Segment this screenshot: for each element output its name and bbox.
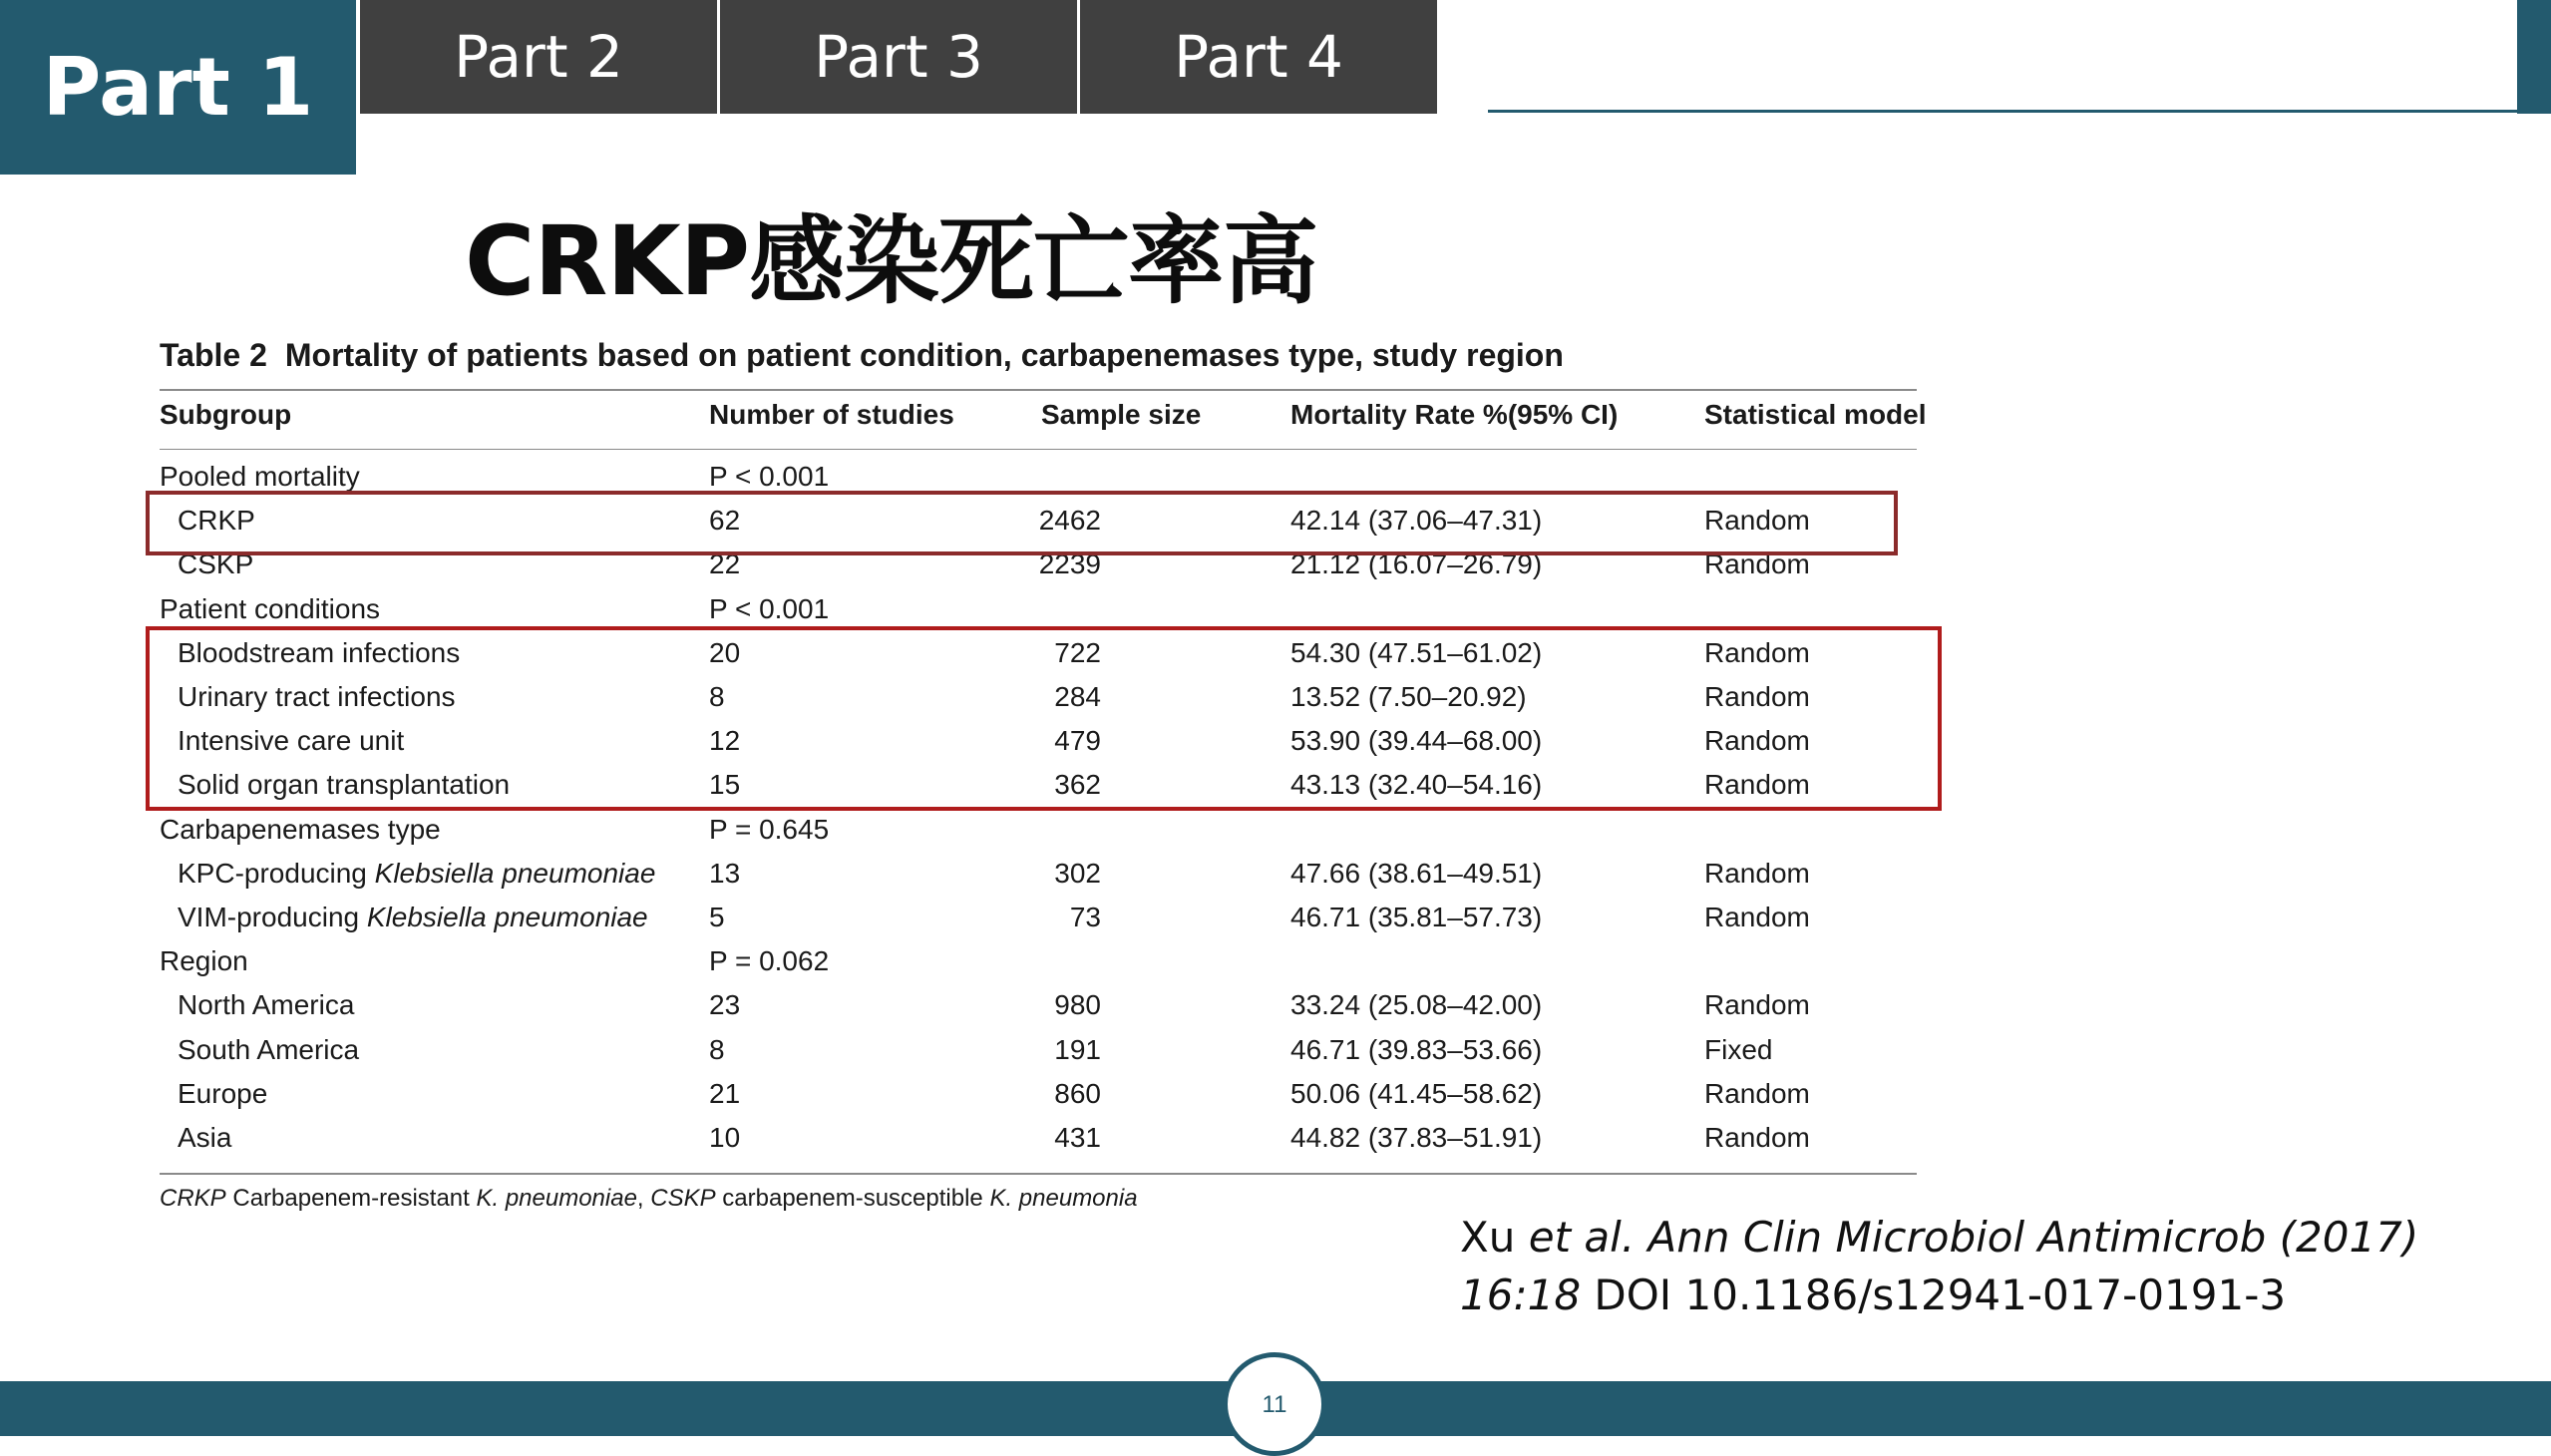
table-footnote <box>160 1185 1138 1213</box>
cell-mortality-rate: 21.12 (16.07–26.79) <box>1290 548 1543 580</box>
cell-statistical-model: Random <box>1704 505 1810 537</box>
cell-subgroup <box>160 461 360 493</box>
cell-statistical-model: Random <box>1704 681 1810 712</box>
subgroup-label: Intensive care unit <box>178 725 405 757</box>
citation-etal: et al. <box>1528 1213 1636 1262</box>
tab-part-4[interactable]: Part 4 <box>1080 0 1437 114</box>
footnote-species-1: K. pneumoniae <box>476 1185 637 1212</box>
cell-statistical-model: Random <box>1704 636 1810 668</box>
subgroup-label: KPC-producing <box>178 857 375 889</box>
cell-number-of-studies: 62 <box>709 505 741 537</box>
table-caption-text: Mortality of patients based on patient condition, carbapenemases type, study region <box>284 337 1564 373</box>
table-row <box>0 902 2551 945</box>
tab-part-2[interactable]: Part 2 <box>360 0 717 114</box>
cell-mortality-rate: 46.71 (39.83–53.66) <box>1290 1033 1543 1065</box>
header-mortality-rate: Mortality Rate %(95% CI) <box>1290 399 1619 430</box>
subgroup-label: VIM-producing <box>178 902 367 932</box>
cell-sample-size: 73 <box>1069 902 1101 932</box>
highlight-box-crkp <box>146 491 1898 555</box>
cell-mortality-rate: 46.71 (35.81–57.73) <box>1290 902 1543 932</box>
table-row <box>0 1034 2551 1078</box>
cell-mortality-rate: 33.24 (25.08–42.00) <box>1290 989 1543 1021</box>
cell-statistical-model: Random <box>1704 548 1810 580</box>
cell-number-of-studies: 15 <box>709 769 741 801</box>
cell-sample-size: 302 <box>1054 857 1101 889</box>
cell-statistical-model: Random <box>1704 989 1810 1021</box>
cell-mortality-rate: 42.14 (37.06–47.31) <box>1290 505 1543 537</box>
citation-volume: 16:18 <box>1460 1271 1582 1319</box>
cell-sample-size: 2462 <box>1038 505 1101 537</box>
table-bottom-rule <box>160 1173 1917 1175</box>
citation <box>1460 1209 2418 1324</box>
subgroup-label: CSKP <box>178 548 254 580</box>
cell-mortality-rate: 13.52 (7.50–20.92) <box>1290 681 1527 712</box>
footnote-species-2: K. pneumonia <box>989 1185 1138 1212</box>
cell-number-of-studies: 12 <box>709 725 741 757</box>
table-header-rule <box>160 449 1917 450</box>
cell-sample-size: 284 <box>1054 681 1101 712</box>
cell-subgroup <box>178 858 655 890</box>
cell-number-of-studies: P = 0.645 <box>709 813 830 845</box>
tab-part-1[interactable]: Part 1 <box>0 0 356 175</box>
cell-statistical-model: Fixed <box>1704 1033 1773 1065</box>
cell-subgroup <box>160 945 248 977</box>
citation-author: Xu <box>1460 1213 1529 1262</box>
footnote-abbr-cskp: CSKP <box>650 1185 716 1212</box>
cell-mortality-rate: 50.06 (41.45–58.62) <box>1290 1077 1543 1109</box>
cell-sample-size: 722 <box>1054 636 1101 668</box>
subgroup-label: Carbapenemases type <box>160 813 441 845</box>
cell-subgroup <box>178 989 354 1021</box>
cell-number-of-studies: 5 <box>709 902 725 932</box>
cell-sample-size: 860 <box>1054 1077 1101 1109</box>
subgroup-label: CRKP <box>178 505 255 537</box>
footnote-def-crkp: Carbapenem-resistant <box>225 1185 477 1212</box>
subgroup-label: Solid organ transplantation <box>178 769 511 801</box>
cell-number-of-studies: 8 <box>709 681 725 712</box>
cell-number-of-studies: P < 0.001 <box>709 461 830 492</box>
table-top-rule <box>160 389 1917 391</box>
header-statistical-model: Statistical model <box>1704 399 1927 430</box>
cell-sample-size: 431 <box>1054 1122 1101 1153</box>
slide-title: CRKP感染死亡率高 <box>465 205 1318 317</box>
cell-number-of-studies: 20 <box>709 636 741 668</box>
page-number <box>1223 1352 1326 1456</box>
footnote-abbr-crkp: CRKP <box>160 1185 226 1212</box>
tab-part-3[interactable]: Part 3 <box>720 0 1077 114</box>
cell-number-of-studies: P < 0.001 <box>709 592 830 624</box>
cell-subgroup <box>178 1078 267 1110</box>
header-subgroup: Subgroup <box>160 399 292 430</box>
subgroup-label: Europe <box>178 1077 268 1109</box>
cell-subgroup <box>178 902 648 933</box>
table-caption-label: Table 2 <box>160 337 267 373</box>
table-row <box>0 858 2551 902</box>
cell-subgroup <box>178 1034 359 1066</box>
subgroup-label: Pooled mortality <box>160 461 360 492</box>
cell-statistical-model: Random <box>1704 725 1810 757</box>
cell-number-of-studies: 21 <box>709 1077 741 1109</box>
table-row <box>0 989 2551 1033</box>
footnote-def-cskp: carbapenem-susceptible <box>715 1185 990 1212</box>
cell-sample-size: 191 <box>1054 1033 1101 1065</box>
cell-mortality-rate: 54.30 (47.51–61.02) <box>1290 636 1543 668</box>
subgroup-label: Region <box>160 945 248 977</box>
cell-subgroup <box>160 593 380 625</box>
cell-mortality-rate: 44.82 (37.83–51.91) <box>1290 1122 1543 1153</box>
cell-sample-size: 980 <box>1054 989 1101 1021</box>
header-divider <box>1488 110 2521 113</box>
cell-sample-size: 362 <box>1054 769 1101 801</box>
subgroup-species: Klebsiella pneumoniae <box>374 857 656 889</box>
subgroup-label: Urinary tract infections <box>178 681 456 712</box>
citation-doi: DOI 10.1186/s12941-017-0191-3 <box>1581 1271 2287 1319</box>
table-group-row <box>0 945 2551 989</box>
table-row <box>0 1078 2551 1122</box>
page-number-text: 11 <box>1262 1391 1287 1418</box>
table-group-row <box>0 814 2551 858</box>
header-number-of-studies: Number of studies <box>709 399 954 430</box>
cell-subgroup <box>160 814 441 846</box>
footnote-separator: , <box>636 1185 651 1212</box>
subgroup-label: Patient conditions <box>160 592 381 624</box>
subgroup-species: Klebsiella pneumoniae <box>366 902 648 932</box>
cell-statistical-model: Random <box>1704 857 1810 889</box>
subgroup-label: South America <box>178 1033 360 1065</box>
header-accent-block <box>2517 0 2551 114</box>
table-row <box>0 1122 2551 1166</box>
cell-statistical-model: Random <box>1704 1077 1810 1109</box>
highlight-box-patient-conditions <box>146 626 1942 811</box>
cell-sample-size: 479 <box>1054 725 1101 757</box>
cell-mortality-rate: 53.90 (39.44–68.00) <box>1290 725 1543 757</box>
header-sample-size: Sample size <box>1041 399 1202 430</box>
cell-mortality-rate: 43.13 (32.40–54.16) <box>1290 769 1543 801</box>
cell-number-of-studies: 13 <box>709 857 741 889</box>
cell-number-of-studies: 22 <box>709 548 741 580</box>
cell-number-of-studies: 8 <box>709 1033 725 1065</box>
cell-number-of-studies: P = 0.062 <box>709 945 830 977</box>
cell-statistical-model: Random <box>1704 1122 1810 1153</box>
cell-number-of-studies: 23 <box>709 989 741 1021</box>
citation-journal: Ann Clin Microbiol Antimicrob (2017) <box>1635 1213 2419 1262</box>
cell-number-of-studies: 10 <box>709 1122 741 1153</box>
cell-mortality-rate: 47.66 (38.61–49.51) <box>1290 857 1543 889</box>
subgroup-label: Bloodstream infections <box>178 636 461 668</box>
table-caption <box>160 337 1564 374</box>
cell-statistical-model: Random <box>1704 902 1810 932</box>
subgroup-label: Asia <box>178 1122 232 1153</box>
cell-statistical-model: Random <box>1704 769 1810 801</box>
cell-subgroup <box>178 1122 231 1154</box>
cell-sample-size: 2239 <box>1038 548 1101 580</box>
subgroup-label: North America <box>178 989 355 1021</box>
